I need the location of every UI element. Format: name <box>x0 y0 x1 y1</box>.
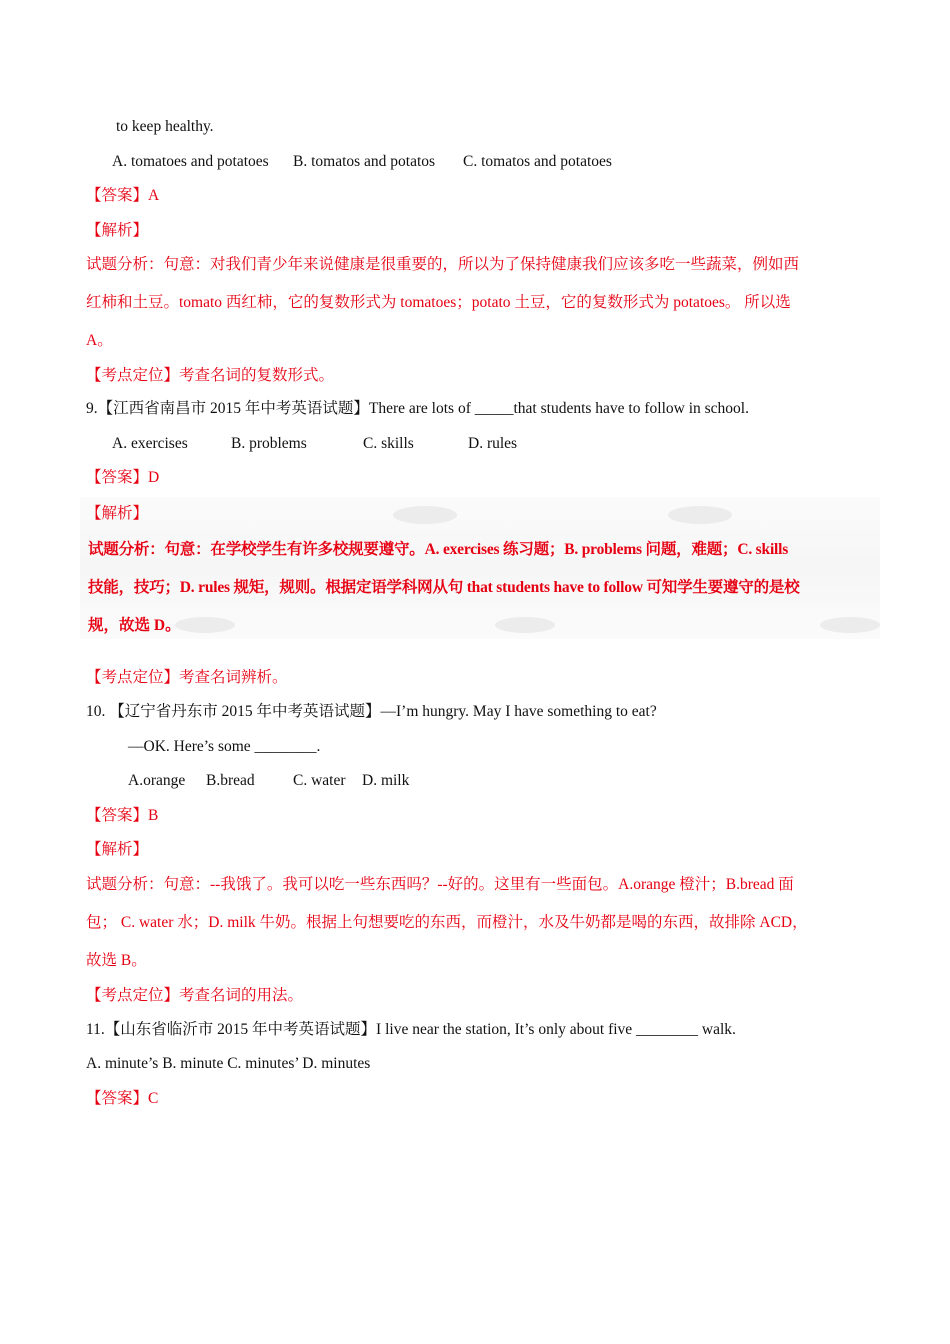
q10-options <box>128 771 409 791</box>
q9-option-c: C. skills <box>363 435 414 452</box>
q10-stem-reply: —OK. Here’s some ________. <box>128 738 321 755</box>
q8-option-c: C. tomatos and potatoes <box>463 153 612 170</box>
q10-answer: 【答案】B <box>86 807 159 824</box>
q9-answer: 【答案】D <box>86 469 160 486</box>
q10-option-d: D. milk <box>362 772 410 789</box>
q10-point: 【考点定位】考查名词的用法。 <box>86 987 304 1004</box>
q9-stem: 9.【江西省南昌市 2015 年中考英语试题】There are lots of _____that students have to follow in school. <box>86 400 749 417</box>
q10-analysis-line-1: 试题分析：句意：--我饿了。我可以吃一些东西吗？--好的。这里有一些面包。A.orange 橙汁；B.bread 面 <box>86 876 794 893</box>
q10-option-a: A.orange <box>128 772 186 789</box>
q11-options: A. minute’s B. minute C. minutes’ D. minutes <box>86 1055 371 1072</box>
q8-stem-continuation: to keep healthy. <box>116 118 214 135</box>
q10-analysis-line-3: 故选 B。 <box>86 952 147 969</box>
q8-options <box>112 152 612 172</box>
q10-analysis-line-2: 包； C. water 水；D. milk 牛奶。根据上句想要吃的东西，而橙汁，水及牛奶都是喝的东西，故排除 ACD， <box>86 914 808 931</box>
q9-option-a: A. exercises <box>112 435 188 452</box>
q9-options <box>112 434 517 454</box>
q8-point: 【考点定位】考查名词的复数形式。 <box>86 367 335 384</box>
q10-analysis-label: 【解析】 <box>86 841 149 858</box>
q10-option-b: B.bread <box>206 772 255 789</box>
q9-analysis-label: 【解析】 <box>86 505 149 522</box>
q9-analysis-scan-band <box>80 497 880 639</box>
q11-stem: 11.【山东省临沂市 2015 年中考英语试题】I live near the station, It’s only about five ________ walk. <box>86 1021 736 1038</box>
q8-analysis-line-3: A。 <box>86 332 113 349</box>
q8-option-a: A. tomatoes and potatoes <box>112 153 269 170</box>
watermark-icon <box>80 497 880 639</box>
q9-analysis-line-2: 技能，技巧；D. rules 规矩，规则。根据定语学科网从句 that students have to follow 可知学生要遵守的是校 <box>88 579 800 596</box>
q9-analysis-line-1: 试题分析：句意：在学校学生有许多校规要遵守。A. exercises 练习题；B. problems 问题，难题；C. skills <box>88 541 789 558</box>
q8-analysis-line-2: 红柿和土豆。tomato 西红柿，它的复数形式为 tomatoes；potato 土豆，它的复数形式为 potatoes。 所以选 <box>86 294 791 311</box>
q11-answer: 【答案】C <box>86 1090 159 1107</box>
q10-stem: 10. 【辽宁省丹东市 2015 年中考英语试题】—I’m hungry. May I have something to eat? <box>86 703 657 720</box>
q9-point: 【考点定位】考查名词辨析。 <box>86 669 288 686</box>
q8-answer: 【答案】A <box>86 187 160 204</box>
q9-option-b: B. problems <box>231 435 307 452</box>
q9-option-d: D. rules <box>468 435 518 452</box>
q10-option-c: C. water <box>293 772 346 789</box>
q8-option-b: B. tomatos and potatos <box>293 153 436 170</box>
q8-analysis-line-1: 试题分析：句意：对我们青少年来说健康是很重要的，所以为了保持健康我们应该多吃一些蔬菜，例如西 <box>86 256 800 273</box>
q9-analysis-line-3: 规，故选 D。 <box>88 617 181 634</box>
q8-analysis-label: 【解析】 <box>86 222 149 239</box>
